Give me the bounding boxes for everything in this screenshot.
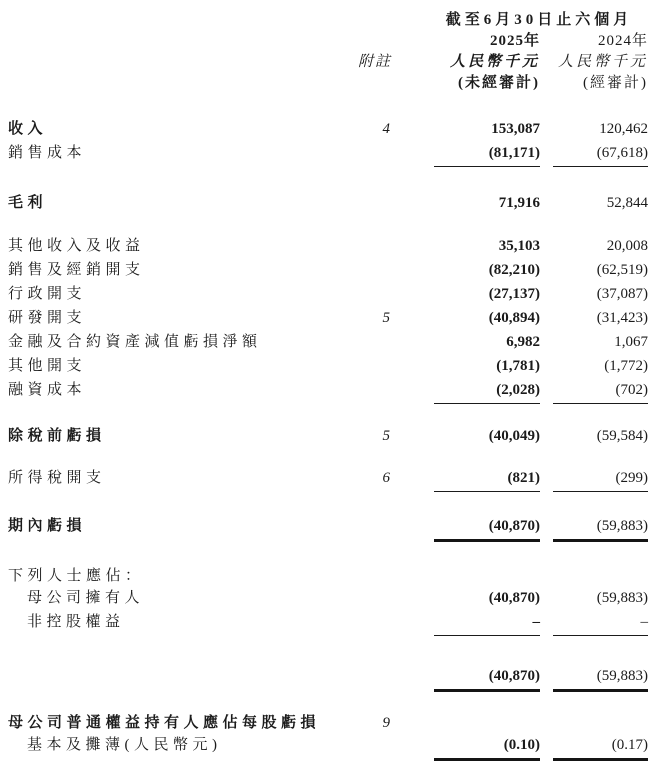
header-year-row: [8, 31, 648, 52]
table-row: [8, 565, 648, 587]
year-2024-header: 2024年: [597, 33, 648, 49]
value-2024: (59,883): [596, 590, 648, 606]
value-2024: [540, 565, 648, 587]
year-2025-header: 2025年: [489, 33, 540, 49]
value-2024: (1,772): [604, 358, 648, 374]
value-2024: –: [540, 611, 648, 636]
value-2025: (82,210): [488, 262, 540, 278]
value-2024: (37,087): [596, 286, 648, 302]
table-row: [8, 307, 648, 331]
value-2025: 6,982: [506, 334, 540, 350]
row-label: 期內虧損: [8, 518, 87, 534]
table-row: [8, 665, 648, 692]
row-spacer: [8, 542, 648, 565]
period-title: 截至6月30日止六個月: [445, 12, 633, 28]
row-label: 行政開支: [8, 286, 87, 302]
value-2025: (40,049): [488, 428, 540, 444]
table-row: [8, 331, 648, 355]
statement-rows: [8, 118, 648, 761]
value-2025: –: [400, 611, 540, 636]
value-2024: (31,423): [596, 310, 648, 326]
row-spacer: [8, 692, 648, 712]
row-label: 所得稅開支: [8, 470, 106, 486]
audit-status-2024: (經審計): [583, 75, 648, 91]
table-row: [8, 379, 648, 404]
currency-2024-header: 人民幣千元: [557, 54, 648, 70]
row-note: 9: [382, 715, 392, 731]
header-period-row: [8, 10, 648, 31]
row-label: 銷售及經銷開支: [8, 262, 145, 278]
row-spacer: [8, 216, 648, 235]
value-2024: (702): [540, 379, 648, 404]
value-2025: (81,171): [400, 142, 540, 167]
row-spacer: [8, 449, 648, 467]
row-label: 研發開支: [8, 310, 87, 326]
row-spacer: [8, 167, 648, 192]
value-2025: 35,103: [498, 238, 540, 254]
value-2024: (67,618): [540, 142, 648, 167]
table-row: [8, 515, 648, 542]
row-label: 銷售成本: [8, 145, 87, 161]
currency-2025-header: 人民幣千元: [449, 54, 540, 70]
table-row: [8, 467, 648, 492]
value-2025: (40,870): [400, 665, 540, 692]
notes-column-header: 附註: [357, 54, 392, 70]
value-2024: (59,883): [540, 515, 648, 542]
value-2025: (40,870): [400, 515, 540, 542]
value-2025: (40,870): [488, 590, 540, 606]
row-label: 母公司擁有人: [27, 590, 145, 606]
value-2025: 71,916: [498, 195, 540, 211]
value-2024: 1,067: [614, 334, 648, 350]
value-2024: (0.17): [540, 734, 648, 761]
row-label: 收入: [8, 121, 48, 137]
row-note: 6: [382, 470, 392, 486]
table-row: [8, 734, 648, 761]
header-currency-row: [8, 52, 648, 73]
table-row: [8, 235, 648, 259]
value-2024: 120,462: [599, 121, 648, 137]
row-label: 非控股權益: [27, 614, 125, 630]
value-2024: 20,008: [606, 238, 648, 254]
row-spacer: [8, 636, 648, 665]
table-row: [8, 192, 648, 216]
value-2025: (2,028): [400, 379, 540, 404]
table-row: [8, 259, 648, 283]
value-2024: 52,844: [606, 195, 648, 211]
value-2025: [400, 712, 540, 734]
table-row: [8, 712, 648, 734]
row-label: 母公司普通權益持有人應佔每股虧損: [8, 715, 321, 731]
row-label: 融資成本: [8, 382, 87, 398]
value-2025: 153,087: [491, 121, 540, 137]
row-note: 5: [382, 428, 392, 444]
row-label: 下列人士應佔：: [8, 568, 145, 584]
table-row: [8, 425, 648, 449]
row-label: 其他收入及收益: [8, 238, 145, 254]
table-row: [8, 118, 648, 142]
row-label: 其他開支: [8, 358, 87, 374]
row-label: 基本及攤薄(人民幣元): [27, 737, 222, 753]
value-2025: (40,894): [488, 310, 540, 326]
value-2025: (1,781): [496, 358, 540, 374]
row-spacer: [8, 492, 648, 515]
value-2024: [540, 712, 648, 734]
row-label: 毛利: [8, 195, 48, 211]
value-2025: (27,137): [488, 286, 540, 302]
audit-status-2025: (未經審計): [458, 75, 540, 91]
value-2025: (0.10): [400, 734, 540, 761]
row-label: 除稅前虧損: [8, 428, 106, 444]
value-2024: (299): [540, 467, 648, 492]
row-note: 5: [382, 310, 392, 326]
value-2024: (59,584): [596, 428, 648, 444]
table-header: [8, 10, 648, 94]
header-audit-row: [8, 73, 648, 94]
value-2025: [400, 565, 540, 587]
table-row: [8, 283, 648, 307]
table-row: [8, 611, 648, 636]
row-note: 4: [382, 121, 392, 137]
value-2025: (821): [400, 467, 540, 492]
row-spacer: [8, 404, 648, 425]
value-2024: (62,519): [596, 262, 648, 278]
table-row: [8, 355, 648, 379]
table-row: [8, 587, 648, 611]
value-2024: (59,883): [540, 665, 648, 692]
row-label: 金融及合約資產減值虧損淨額: [8, 334, 262, 350]
table-row: [8, 142, 648, 167]
